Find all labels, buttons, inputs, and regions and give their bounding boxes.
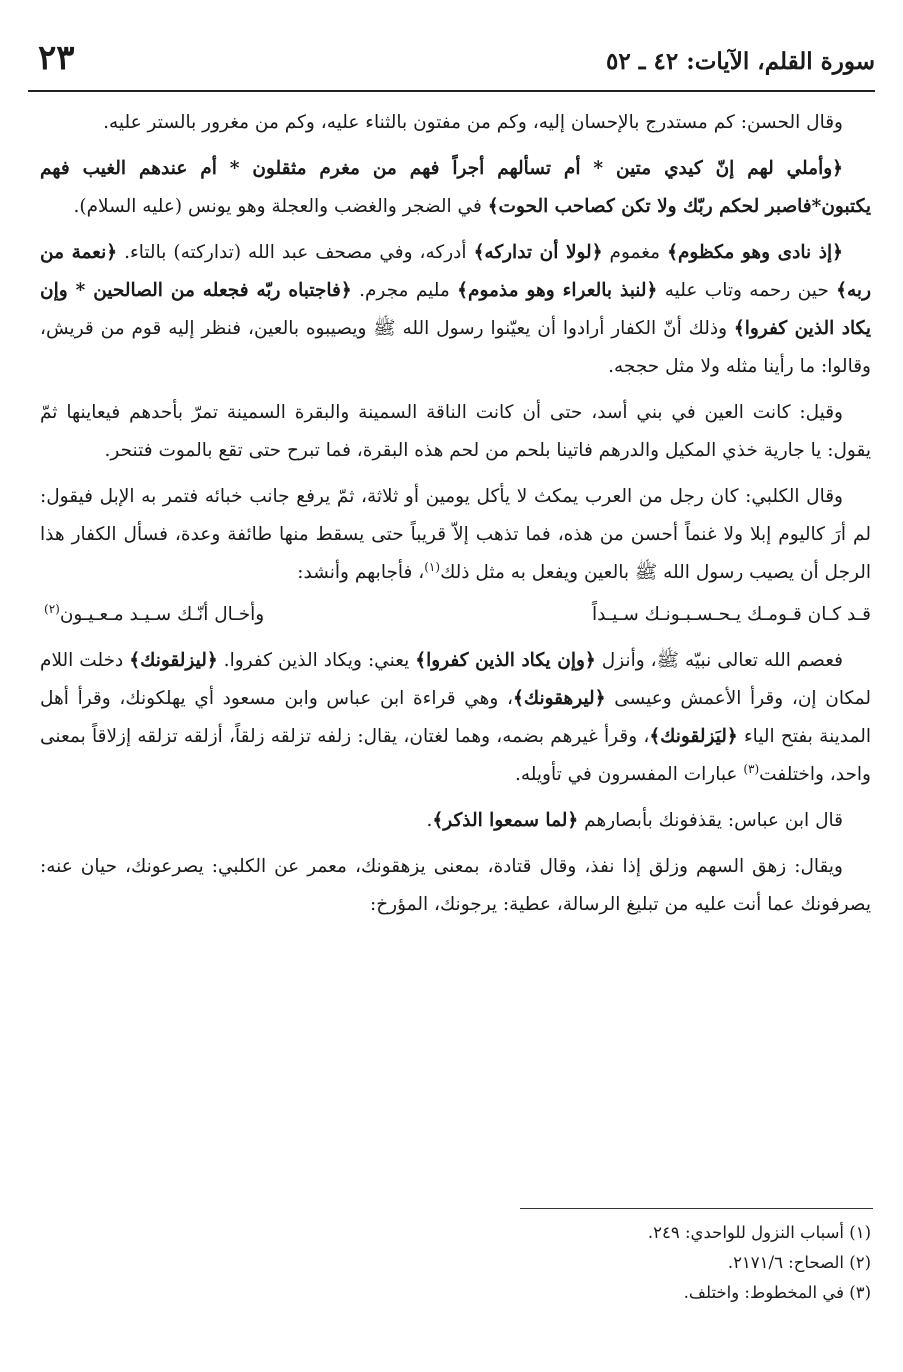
paragraph-readings	[40, 642, 871, 794]
page-body	[40, 104, 871, 932]
paragraph-hasan	[40, 104, 871, 142]
quran-quote: ﴿فاجتباه ربّه فجعله من الصالحين * وإن يكاد الذين كفروا﴾	[40, 280, 871, 339]
page-header	[28, 38, 875, 92]
quran-quote: ﴿ليرهقونك﴾	[513, 688, 606, 709]
quran-quote: ﴿نعمة من ربه﴾	[40, 242, 871, 301]
paragraph-text: قال ابن عباس: يقذفونك بأبصارهم	[578, 810, 843, 831]
quran-quote: ﴿إذ نادى وهو مكظوم﴾	[667, 242, 843, 263]
paragraph-text: وقال الحسن: كم مستدرج بالإحسان إليه، وكم من مفتون بالثناء عليه، وكم من مغرور بالستر عليه.	[103, 112, 843, 133]
poetry-verse	[40, 596, 871, 634]
paragraph-text: وقال الكلبي: كان رجل من العرب يمكث لا يأكل يومين أو ثلاثة، ثمّ يرفع جانب خبائه فتمر به الإبل فيقول: لم أرَ كاليوم إبلا ولا غنماً أحسن من هذه، فما تذهب إلاّ قريباً حتى يسقط منها طائفة وعدة، فسأل الكفار هذا الرجل أن يصيب رسول الله ﷺ بالعين ويفعل به مثل ذلك	[40, 486, 871, 583]
verse-second-hemistich-wrap	[44, 596, 264, 634]
verse-second-hemistich: وأخـال أنّـك سـيـد مـعـيـون	[59, 604, 265, 625]
paragraph-text: مليم مجرم.	[351, 280, 458, 301]
paragraph-text: ، وقرأ غيرهم بضمه، وهما لغتان، يقال: زلفه تزلقه زلقاً، أزلقه تزلقه إزلاقاً بمعنى واحد، واختلفت	[40, 726, 871, 785]
paragraph-text: مغموم	[602, 242, 668, 263]
footnote-ref[interactable]: (١)	[424, 559, 441, 574]
paragraph-text: .	[426, 810, 433, 831]
quran-quote: ﴿ليزلقونك﴾	[129, 650, 218, 671]
paragraph-text: ويقال: زهق السهم وزلق إذا نفذ، وقال قتادة، بمعنى يزهقونك، معمر عن الكلبي: يصرعونك، حيان عنه: يصرفونك عما أنت عليه من تبليغ الرسالة، عطية: يرجونك، المؤرخ:	[40, 856, 871, 915]
footnote-2: (٢) الصحاح: ٢١٧١/٦.	[727, 1253, 871, 1272]
footnote-1: (١) أسباب النزول للواحدي: ٢٤٩.	[647, 1223, 871, 1242]
quran-quote: ﴿ليَزلقونك﴾	[649, 726, 738, 747]
footnote-3: (٣) في المخطوط: واختلف.	[683, 1283, 871, 1302]
quran-quote: ﴿لما سمعوا الذكر﴾	[432, 810, 579, 831]
paragraph-ibn-abbas	[40, 802, 871, 840]
quran-quote: ﴿وأملي لهم إنّ كيدي متين * أم تسألهم أجراً فهم من مغرم مثقلون * أم عندهم الغيب فهم يكتبون*فاصبر لحكم ربّك ولا تكن كصاحب الحوت﴾	[40, 158, 871, 217]
paragraph-text: وقيل: كانت العين في بني أسد، حتى أن كانت الناقة السمينة والبقرة السمينة تمرّ بأحدهم فيعاينها ثمّ يقول: يا جارية خذي المكيل والدرهم فاتينا بلحم من لحم هذه البقرة، فما تبرح حتى تقع بالموت فتنحر.	[40, 402, 871, 461]
paragraph-jonah	[40, 234, 871, 386]
paragraph-meanings	[40, 848, 871, 924]
paragraph-text: يعني: ويكاد الذين كفروا.	[217, 650, 416, 671]
footnote-ref[interactable]: (٢)	[44, 601, 60, 616]
verse-first-hemistich: قـد كـان قـومـك يـحـسـبـونـك سـيـداً	[591, 604, 871, 625]
paragraph-text: دخلت اللام لمكان إن، وقرأ الأعمش وعيسى	[40, 650, 872, 709]
paragraph-text: ، وهي قراءة ابن عباس وابن مسعود أي يهلكونك، وقرأ أهل المدينة بفتح الياء	[40, 688, 871, 747]
footnote-ref[interactable]: (٣)	[743, 761, 760, 776]
paragraph-text: أدركه، وفي مصحف عبد الله (تداركته) بالتاء.	[117, 242, 474, 263]
paragraph-text: وذلك أنّ الكفار أرادوا أن يعيّنوا رسول الله ﷺ ويصيبوه بالعين، فنظر إليه قوم من قريش، وقالوا: ما رأينا مثله ولا مثل حججه.	[40, 318, 871, 377]
paragraph-text: حين رحمه وتاب عليه	[657, 280, 837, 301]
quran-quote: ﴿وإن يكاد الذين كفروا﴾	[415, 650, 596, 671]
paragraph-text: عبارات المفسرون في تأويله.	[514, 764, 744, 785]
quran-quote: ﴿لنبذ بالعراء وهو مذموم﴾	[457, 280, 658, 301]
paragraph-text: في الضجر والغضب والعجلة وهو يونس (عليه السلام).	[73, 196, 488, 217]
footnotes	[40, 1218, 871, 1308]
page-number: ٢٣	[38, 38, 75, 78]
paragraph-verses-patience	[40, 150, 871, 226]
paragraph-kalbi	[40, 478, 871, 592]
paragraph-text: ، فأجابهم وأنشد:	[297, 562, 425, 583]
quran-quote: ﴿لولا أن تداركه﴾	[473, 242, 603, 263]
footnote-separator	[520, 1208, 873, 1209]
running-title: سورة القلم، الآيات: ٤٢ ـ ٥٢	[606, 48, 875, 75]
paragraph-bani-asad	[40, 394, 871, 470]
paragraph-text: فعصم الله تعالى نبيّه ﷺ، وأنزل	[595, 650, 843, 671]
